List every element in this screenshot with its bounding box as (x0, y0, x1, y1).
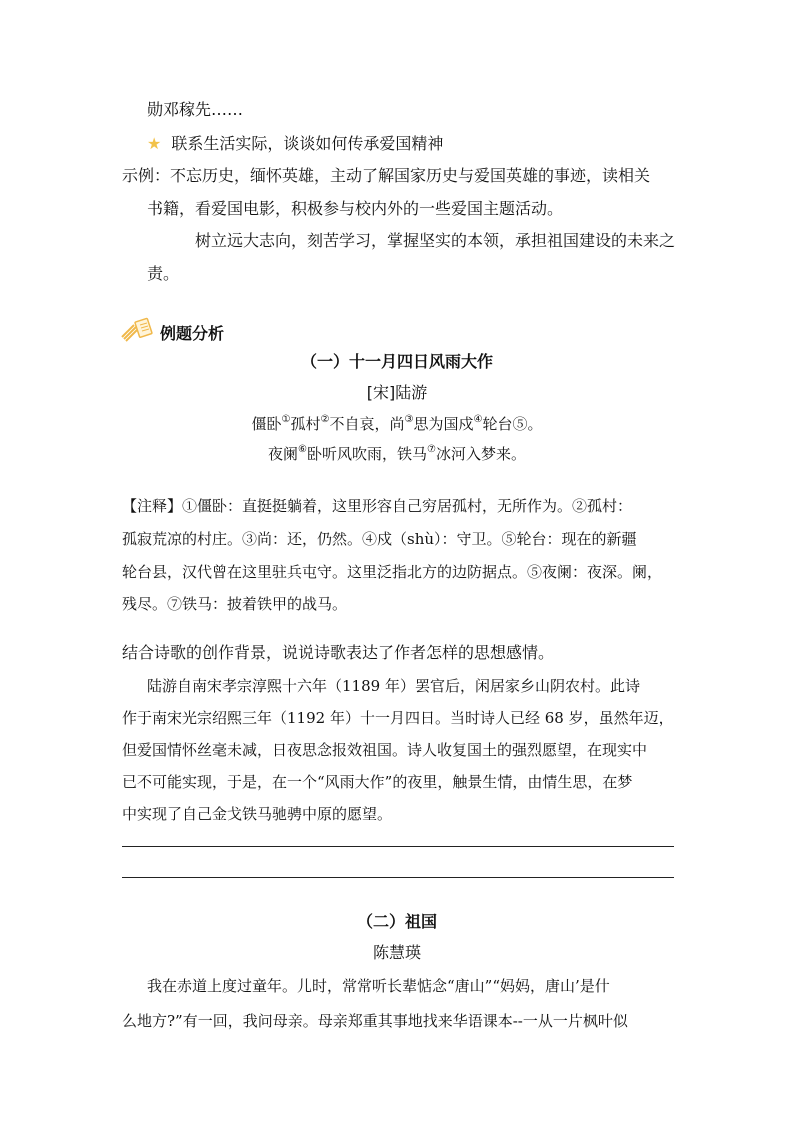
footnote-ref: ⑥ (298, 444, 307, 455)
notes-line-4: 残尽。⑦铁马：披着铁甲的战马。 (122, 595, 348, 613)
notebook-pencil-icon (120, 317, 154, 343)
poem-title: （一）十一月四日风雨大作 (300, 352, 493, 371)
poem-text: 孤村 (290, 415, 321, 433)
answer-line-5: 中实现了自己金戈铁马驰骋中原的愿望。 (122, 805, 393, 823)
essay-author: 陈慧瑛 (372, 943, 421, 962)
footnote-ref: ② (320, 414, 330, 425)
answer-rule-1 (122, 846, 674, 847)
question-prompt: 结合诗歌的创作背景，说说诗歌表达了作者怎样的思想感情。 (122, 643, 555, 662)
answer-line-1: 陆游自南宋孝宗淳熙十六年（1189 年）罢官后，闲居家乡山阴农村。此诗 (147, 677, 640, 695)
example-line-3: 树立远大志向，刻苦学习，掌握坚实的本领，承担祖国建设的未来之 (195, 231, 676, 250)
footnote-ref: ④ (473, 414, 483, 425)
answer-rule-2 (122, 877, 674, 878)
poem-text: 思为国戍 (413, 415, 474, 433)
bullet-item (147, 134, 443, 154)
poem-text: 冰河入梦来。 (435, 445, 526, 463)
essay-line-2: 么地方?”有一回，我问母亲。母亲郑重其事地找来华语课本--一从一片枫叶似 (122, 1012, 628, 1030)
poem-line-1 (0, 414, 794, 434)
notes-line-3: 轮台县，汉代曾在这里驻兵屯守。这里泛指北方的边防据点。⑤夜阑：夜深。阑， (122, 563, 663, 581)
footnote-ref: ③ (404, 414, 414, 425)
answer-line-2: 作于南宋光宗绍熙三年（1192 年）十一月四日。当时诗人已经 68 岁，虽然年迈， (122, 709, 674, 727)
poem-text: 夜阑 (268, 445, 299, 463)
notes-line-2: 孤寂荒凉的村庄。③尚：还，仍然。④戍（shù）：守卫。⑤轮台：现在的新疆 (122, 530, 637, 548)
section-heading: 例题分析 (160, 324, 225, 343)
essay-line-1: 我在赤道上度过童年。儿时，常常听长辈惦念“唐山”“妈妈，唐山’是什 (147, 977, 610, 995)
answer-line-4: 已不可能实现，于是，在一个“风雨大作”的夜里，触景生情，由情生思，在梦 (122, 773, 633, 791)
answer-line-3: 但爱国情怀丝毫未减，日夜思念报效祖国。诗人收复国土的强烈愿望，在现实中 (122, 741, 648, 759)
essay-title: （二）祖国 (356, 912, 437, 931)
example-line-2: 书籍，看爱国电影，积极参与校内外的一些爱国主题活动。 (147, 199, 564, 218)
footnote-ref: ⑦ (427, 444, 436, 455)
star-icon: ★ (147, 134, 162, 153)
footnote-ref: ① (281, 414, 291, 425)
poem-text: 卧听风吹雨，铁马 (306, 445, 427, 463)
bullet-text: 联系生活实际，谈谈如何传承爱国精神 (171, 134, 444, 153)
poem-text: 轮台⑤。 (482, 415, 543, 433)
poem-author: [宋]陆游 (366, 383, 428, 402)
poem-text: 不自哀，尚 (329, 415, 405, 433)
notes-line-1: 【注释】①僵卧：直挺挺躺着，这里形容自己穷居孤村，无所作为。②孤村： (122, 497, 633, 515)
intro-line-1: 勋邓稼先…… (147, 100, 244, 119)
example-line-1: 示例：不忘历史，缅怀英雄，主动了解国家历史与爱国英雄的事迹，读相关 (122, 166, 651, 185)
poem-text: 僵卧 (251, 415, 282, 433)
example-line-4: 责。 (147, 264, 180, 283)
poem-line-2 (0, 444, 794, 464)
